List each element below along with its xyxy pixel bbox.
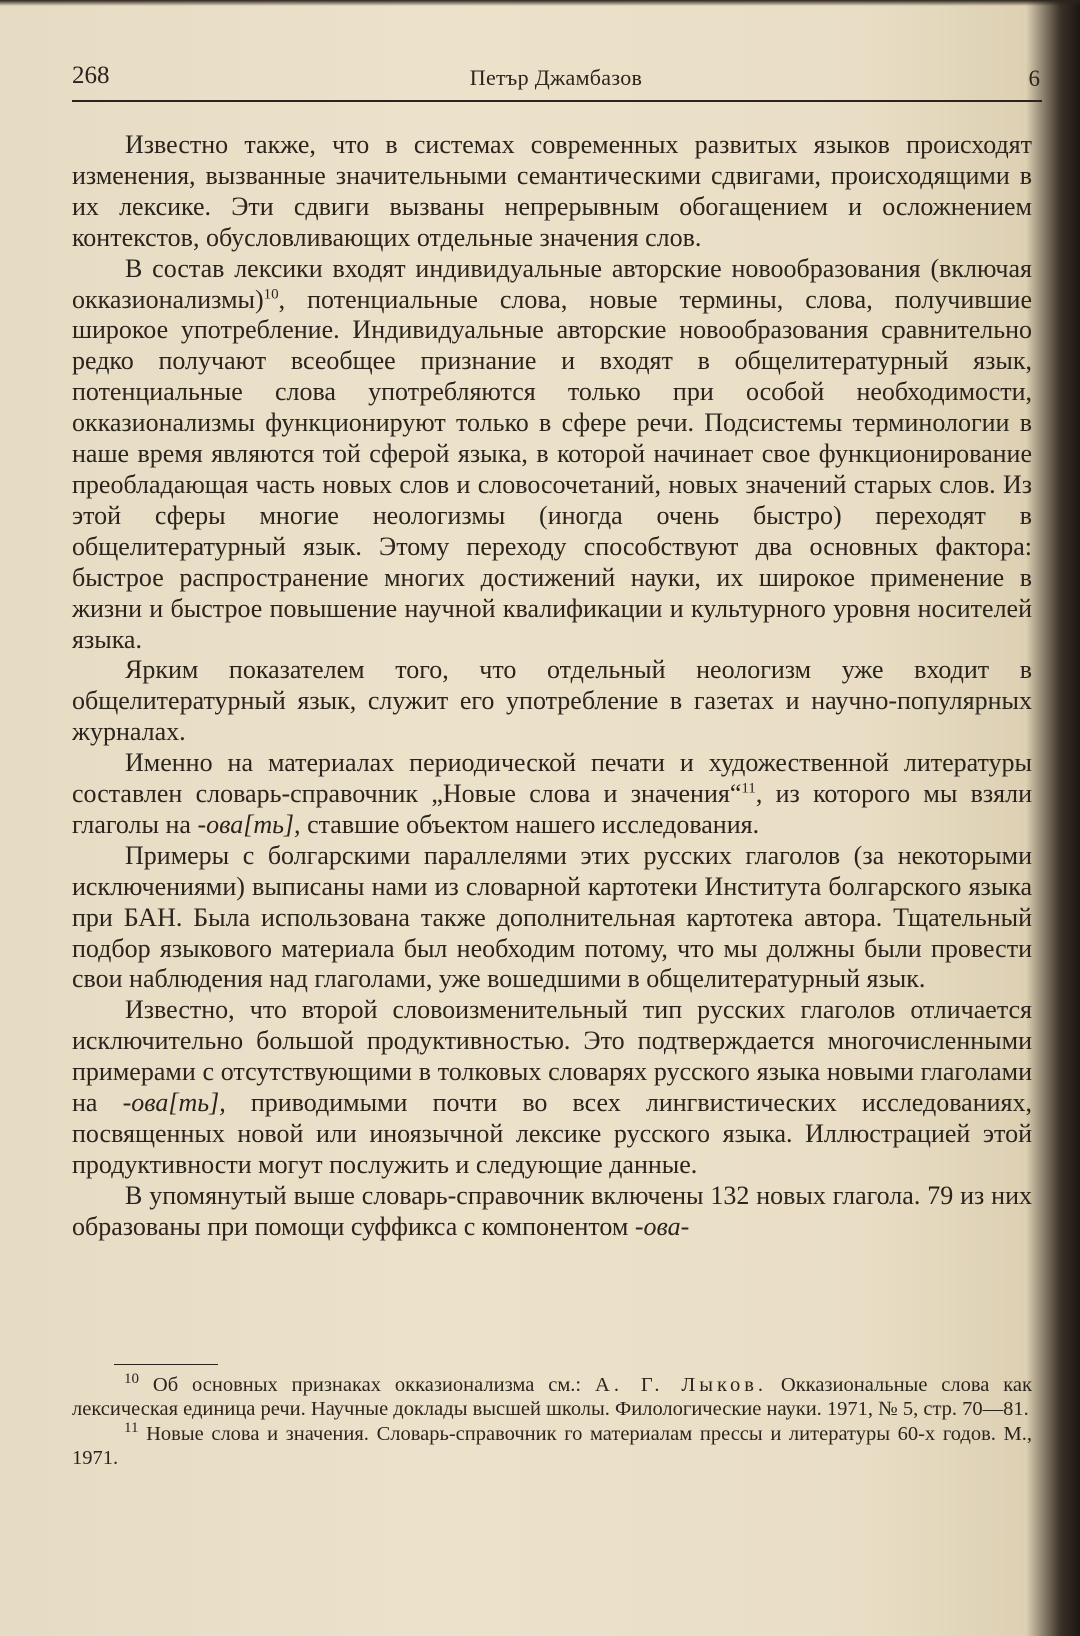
footnote-rule bbox=[114, 1364, 218, 1365]
footnote-11 bbox=[72, 1420, 1032, 1470]
page-number: 268 bbox=[72, 62, 110, 89]
paragraph-1 bbox=[72, 130, 1032, 254]
footnote-ref-11: 11 bbox=[741, 780, 756, 797]
paragraph-6-text-a: Известно, что второй словоизменительный тип русских глаголов отличается исключительно большой продуктивностью. Это подтверждается многочисленными примерами с отсутствующими в толковых словарях русского языка новыми глаголами на bbox=[72, 995, 1032, 1118]
footnote-10-text-a: Об основных признаках окказионализма см.: bbox=[139, 1374, 596, 1396]
footnote-10-number: 10 bbox=[124, 1371, 139, 1388]
paragraph-2-text-b: , потенциальные слова, новые термины, слова, получившие широкое употребление. Индивидуальные авторские новообразования сравнительно редко получают всеобщее признание и входят в общелитературный язык, потенциальные слова употребляются только при особой необходимости, окказионализмы функционируют только в сфере речи. Подсистемы терминологии в наше время являются той сферой языка, в которой начинает свое функционирование преобладающая часть новых слов и словосочетаний, новых значений старых слов. Из этой сферы многие неологизмы (иногда очень быстро) переходят в общелитературный язык. Этому переходу способствуют два основных фактора: быстрое распространение многих достижений науки, их широкое применение в жизни и быстрое повышение научной квалификации и культурного уровня носителей языка. bbox=[72, 284, 1032, 654]
paragraph-7-text: В упомянутый выше словарь-справочник включены 132 новых глагола. 79 из них образованы при помощи суффикса с компонентом bbox=[72, 1180, 1032, 1241]
footnotes bbox=[72, 1371, 1032, 1472]
paragraph-4-text-a: Именно на материалах периодической печати и художественной литературы составлен словарь-справочник „Новые слова и значения“ bbox=[72, 748, 1032, 809]
footnote-10-text-b: Окказиональные слова как лексическая единица речи. Научные доклады высшей школы. Филологические науки. 1971, № 5, стр. 70—81. bbox=[72, 1374, 1032, 1420]
paragraph-3-text: Ярким показателем того, что отдельный неологизм уже входит в общелитературный язык, служит его употребление в газетах и научно-популярных журналах. bbox=[72, 655, 1032, 747]
paragraph-2 bbox=[72, 254, 1032, 656]
paragraph-6-text-b: приводимыми почти во всех лингвистических исследованиях, посвященных новой или иноязычной лексике русского языка. Иллюстрацией этой продуктивности могут послужить и следующие данные. bbox=[72, 1088, 1032, 1179]
footnote-11-number: 11 bbox=[124, 1420, 139, 1437]
footnote-10-author: А. Г. Лыков. bbox=[595, 1374, 768, 1396]
main-text bbox=[72, 130, 1032, 1243]
signature-mark: 6 bbox=[1028, 66, 1040, 91]
paragraph-4-text-b: , из которого мы взяли глаголы на bbox=[72, 779, 1032, 839]
paragraph-6 bbox=[72, 995, 1032, 1180]
running-header bbox=[72, 62, 1040, 102]
running-head-author: Петър Джамбазов bbox=[469, 65, 643, 90]
suffix-example: -ова- bbox=[634, 1211, 690, 1241]
suffix-example: -ова[ть], bbox=[197, 809, 301, 839]
paragraph-1-text: Известно также, что в системах современных развитых языков происходят изменения, вызванные значительными семантическими сдвигами, происходящими в их лексике. Эти сдвиги вызваны непрерывным обогащением и осложнением контекстов, обусловливающих отдельные значения слов. bbox=[72, 130, 1032, 252]
paragraph-4-text-c: ставшие объектом нашего исследования. bbox=[300, 809, 760, 839]
paragraph-2-text-a: В состав лексики входят индивидуальные авторские новообразования (включая окказионализмы) bbox=[72, 253, 1032, 314]
paragraph-3 bbox=[72, 655, 1032, 748]
page-top-shadow bbox=[0, 0, 1080, 6]
footnote-10 bbox=[72, 1371, 1032, 1421]
header-rule bbox=[72, 100, 1042, 102]
paragraph-5-text: Примеры с болгарскими параллелями этих русских глаголов (за некоторыми исключениями) выписаны нами из словарной картотеки Института болгарского языка при БАН. Была использована также дополнительная картотека автора. Тщательный подбор языкового материала был необходим потому, что мы должны были провести свои наблюдения над глаголами, уже вошедшими в общелитературный язык. bbox=[72, 840, 1032, 994]
footnote-11-text: Новые слова и значения. Словарь-справочник го материалам прессы и литературы 60-х годов. М., 1971. bbox=[72, 1423, 1032, 1469]
footnote-ref-10: 10 bbox=[263, 285, 279, 302]
paragraph-4 bbox=[72, 748, 1032, 841]
suffix-example: -ова[ть], bbox=[122, 1088, 226, 1118]
paragraph-7 bbox=[72, 1181, 1032, 1243]
paragraph-5 bbox=[72, 841, 1032, 996]
